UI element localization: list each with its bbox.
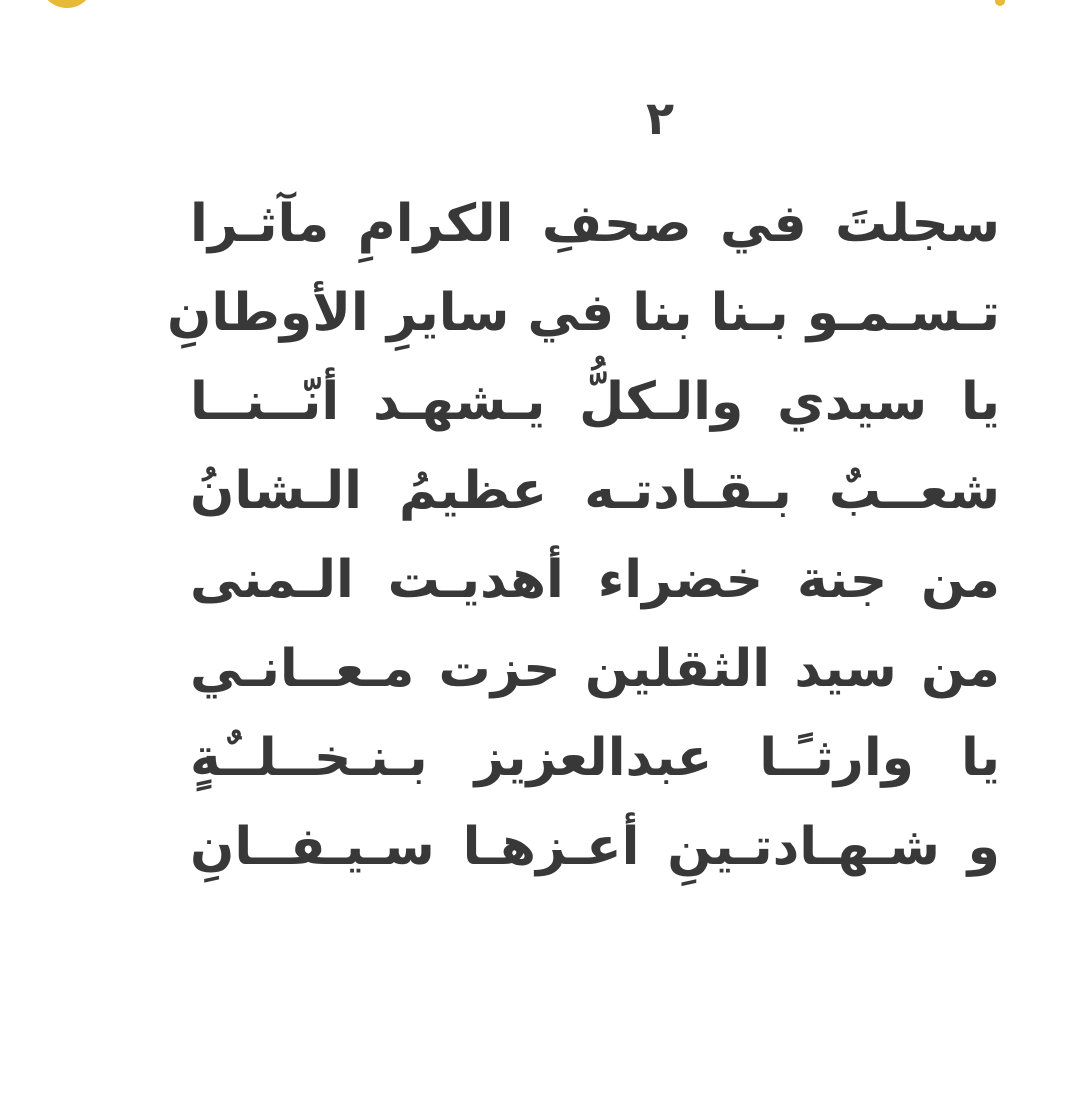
decorative-corner-mark [40, 0, 94, 8]
poem-line: يا سيدي والـكلُّ يـشهـد أنّــنــا [190, 372, 1000, 432]
poem-line: يا وارثـًـا عبدالعزيز بـنـخــلــٌةٍ [190, 728, 1000, 788]
decorative-corner-dot [995, 0, 1005, 6]
stanza-number: ٢ [645, 91, 675, 145]
poem-line: و شـهـادتـينِ أعـزهـا سـيـفــانِ [190, 817, 1000, 877]
poem-line: تـسـمـو بـنا بنا في سايرِ الأوطانِ [166, 283, 1000, 343]
poem-line: من جنة خضراء أهديـت الـمنى [190, 550, 1000, 610]
poem-line: سجلتَ في صحفِ الكرامِ مآثـرا [190, 194, 1000, 254]
poem-stanza [166, 180, 1000, 892]
poem-line: من سيد الثقلين حزت مـعــانـي [190, 639, 1000, 699]
poem-line: شعــبٌ بـقـادتـه عظيمُ الـشانُ [190, 461, 1000, 521]
